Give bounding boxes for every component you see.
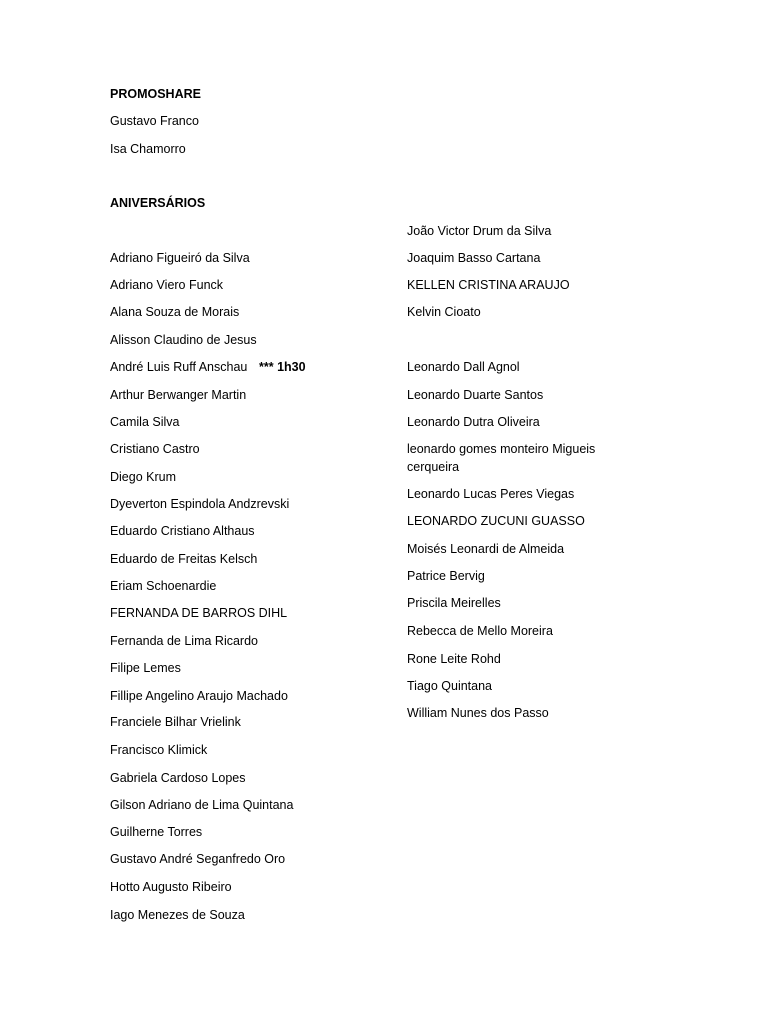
birthday-name: Diego Krum [110,470,176,484]
birthday-name: leonardo gomes monteiro Migueis cerqueira [407,442,596,474]
aniversarios-heading: ANIVERSÁRIOS [110,196,206,210]
birthday-name: Moisés Leonardi de Almeida [407,542,565,556]
promoshare-name: Isa Chamorro [110,142,186,156]
birthday-name: Eduardo Cristiano Althaus [110,524,255,538]
birthday-name: KELLEN CRISTINA ARAUJO [407,278,570,292]
birthday-name: Franciele Bilhar Vrielink [110,715,241,729]
birthday-name: Filipe Lemes [110,661,181,675]
birthday-name: Leonardo Lucas Peres Viegas [407,487,575,501]
promoshare-heading: PROMOSHARE [110,87,201,101]
birthday-name: FERNANDA DE BARROS DIHL [110,606,288,620]
birthday-name: Tiago Quintana [407,679,493,693]
birthday-name: Alana Souza de Morais [110,305,240,319]
birthday-name: Eduardo de Freitas Kelsch [110,552,258,566]
birthday-name: Adriano Viero Funck [110,278,224,292]
birthday-note: *** 1h30 [259,360,306,374]
birthday-name: Gabriela Cardoso Lopes [110,771,246,785]
birthday-name: Leonardo Dutra Oliveira [407,415,540,429]
birthday-name: Gilson Adriano de Lima Quintana [110,798,294,812]
birthday-name: Cristiano Castro [110,442,200,456]
birthday-name: Leonardo Dall Agnol [407,360,520,374]
birthday-name: William Nunes dos Passo [407,706,549,720]
birthday-name: Camila Silva [110,415,180,429]
birthday-name: Arthur Berwanger Martin [110,388,247,402]
birthday-name: Fernanda de Lima Ricardo [110,634,258,648]
birthday-name: Rebecca de Mello Moreira [407,624,553,638]
birthday-name: Fillipe Angelino Araujo Machado [110,689,288,703]
birthday-name: LEONARDO ZUCUNI GUASSO [407,514,585,528]
birthday-name: Eriam Schoenardie [110,579,217,593]
birthday-name: Leonardo Duarte Santos [407,388,544,402]
birthday-name: Kelvin Cioato [407,305,481,319]
birthday-name: André Luis Ruff Anschau [110,360,248,374]
birthday-name: Iago Menezes de Souza [110,908,245,922]
birthday-name: Joaquim Basso Cartana [407,251,541,265]
birthday-name: Gustavo André Seganfredo Oro [110,852,286,866]
birthday-name: Patrice Bervig [407,569,485,583]
birthday-name: Dyeverton Espindola Andzrevski [110,497,290,511]
birthday-name: Alisson Claudino de Jesus [110,333,257,347]
birthday-name: Hotto Augusto Ribeiro [110,880,232,894]
birthday-name: Adriano Figueiró da Silva [110,251,250,265]
birthday-name: Guilherne Torres [110,825,203,839]
birthday-name: Rone Leite Rohd [407,652,501,666]
birthday-name: Priscila Meirelles [407,596,501,610]
promoshare-name: Gustavo Franco [110,114,199,128]
birthday-name: Francisco Klimick [110,743,208,757]
birthday-name: João Victor Drum da Silva [407,224,552,238]
